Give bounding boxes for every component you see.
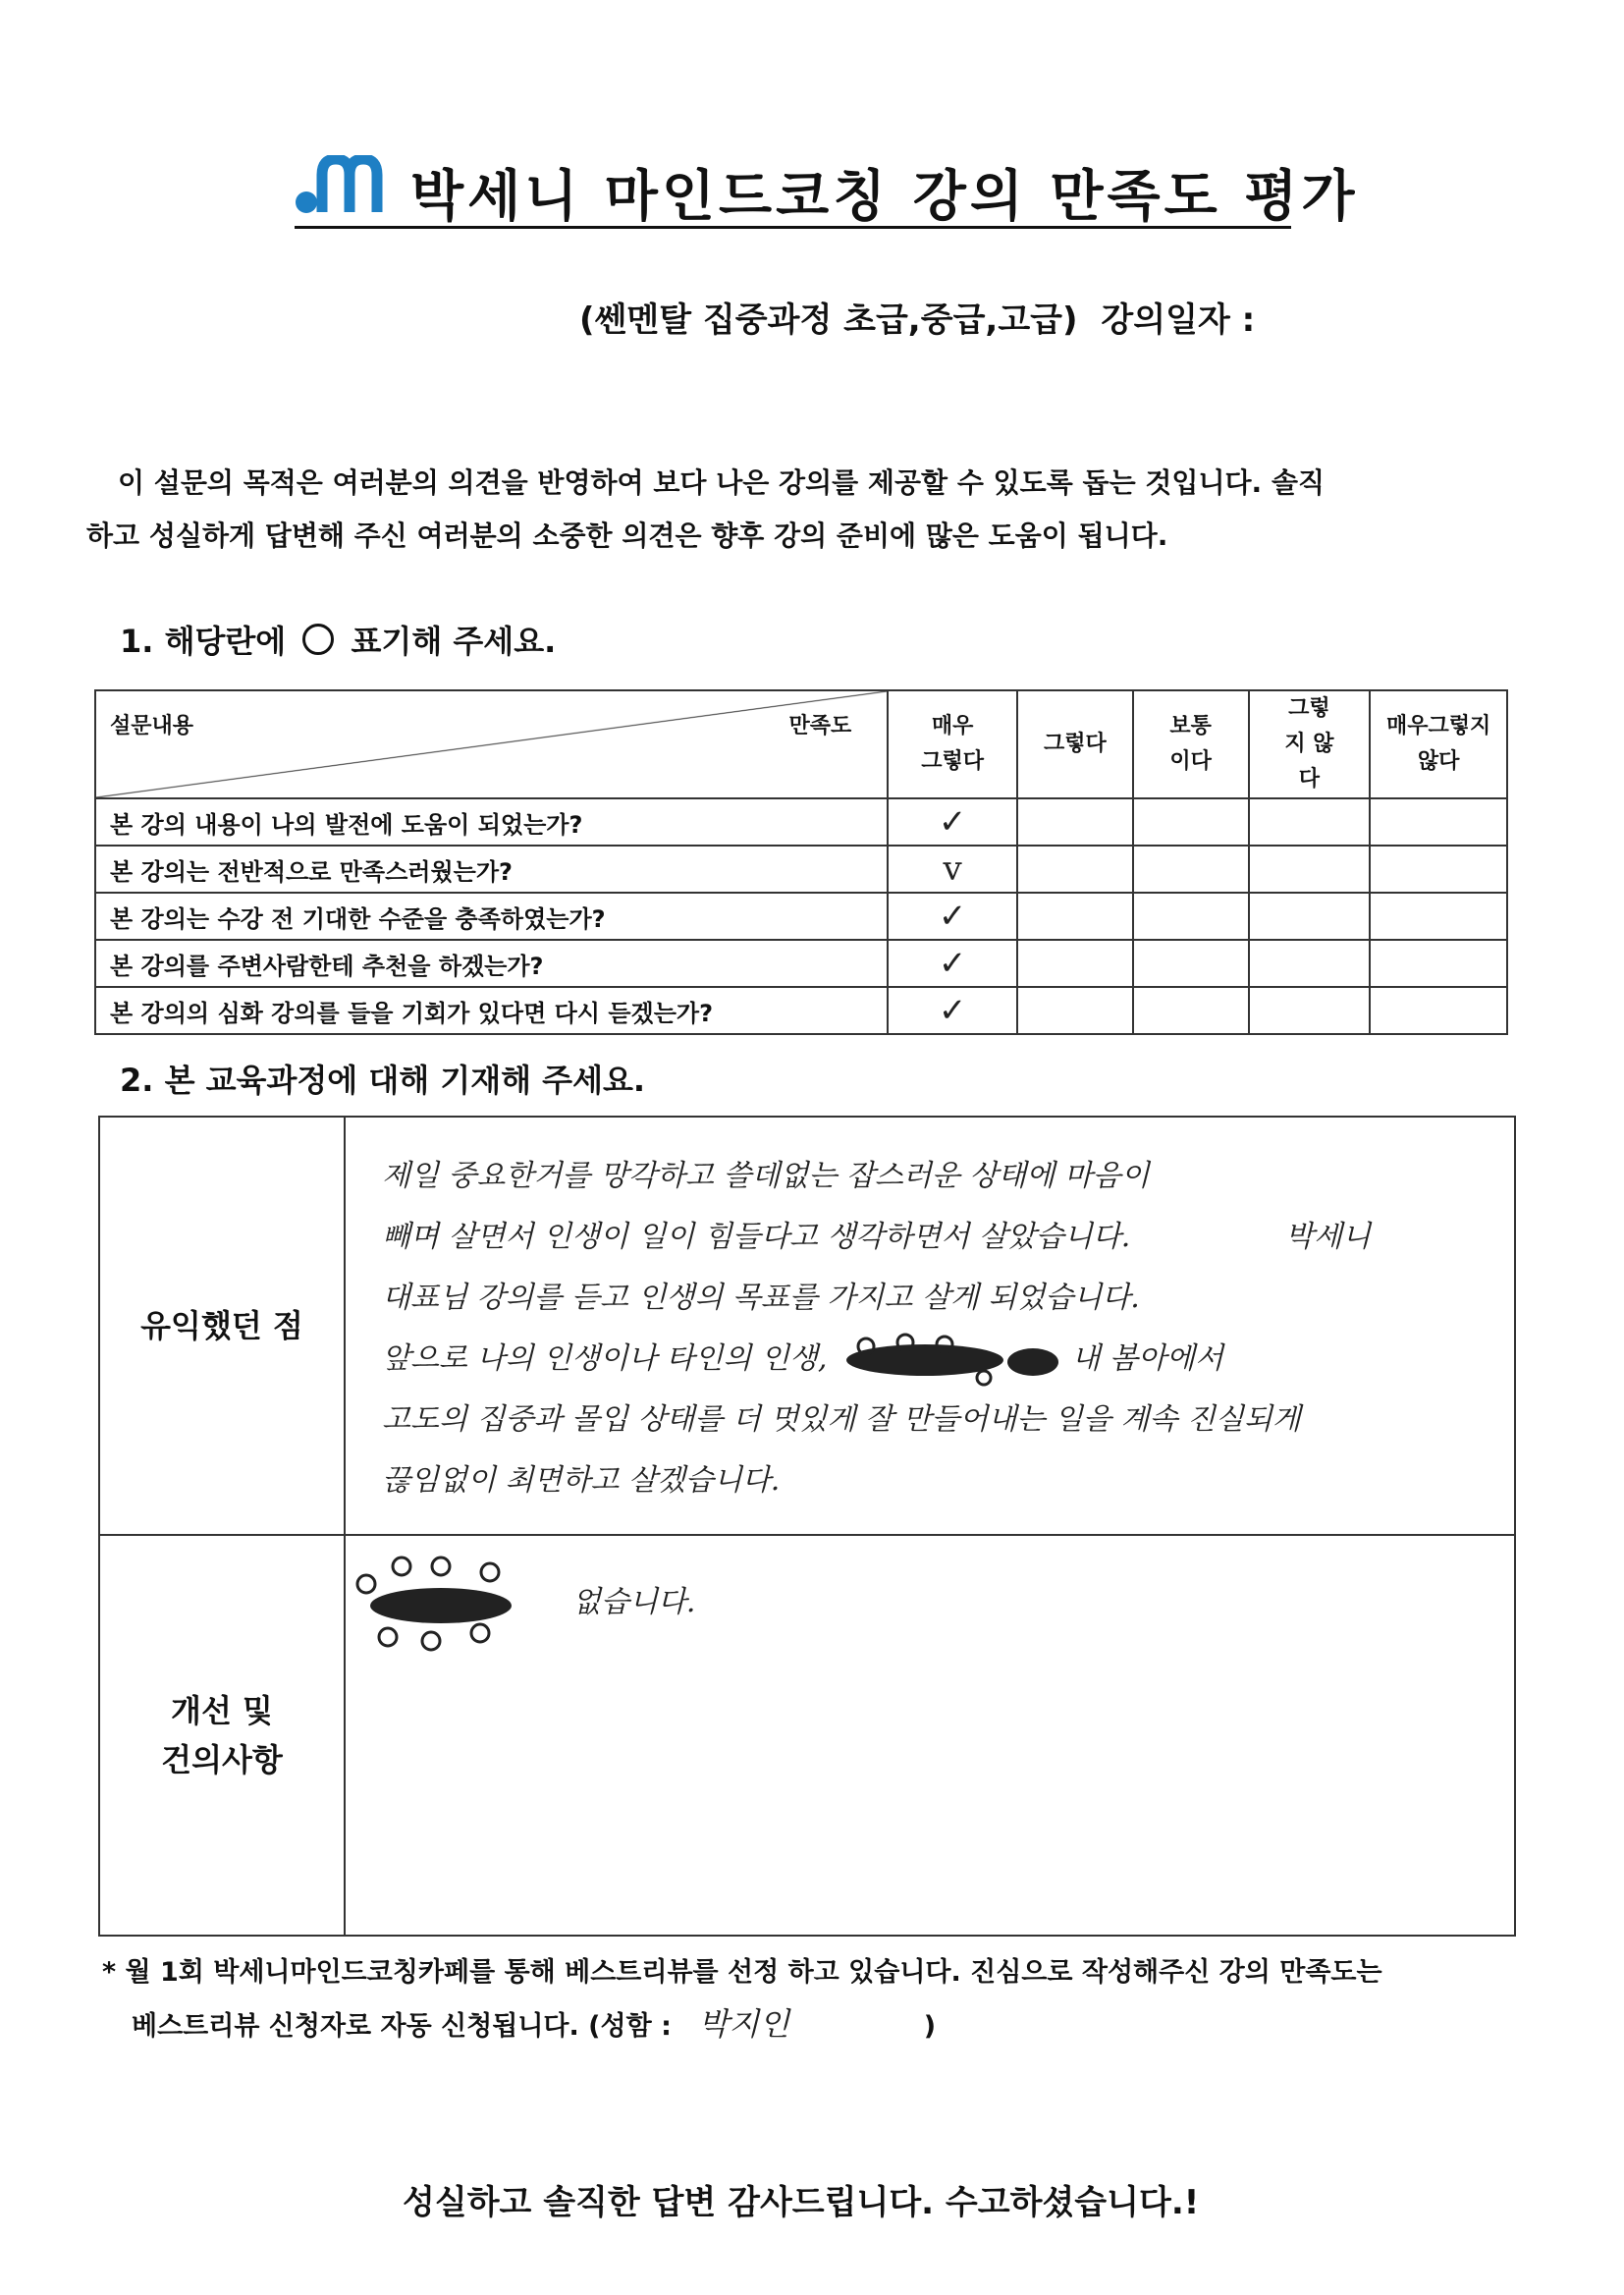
question-cell: 본 강의는 수강 전 기대한 수준을 충족하였는가?: [95, 893, 888, 940]
question-cell: 본 강의 내용이 나의 발전에 도움이 되었는가?: [95, 798, 888, 846]
improvement-label-line: 건의사항: [161, 1741, 283, 1778]
rating-header-row: [95, 690, 1507, 798]
table-row: [95, 846, 1507, 893]
scribble-redaction-icon: [352, 1555, 539, 1653]
option-header: 그렇다: [1017, 690, 1133, 798]
improvement-label-line: 개선 및: [171, 1692, 273, 1729]
scale-header: 만족도: [788, 714, 852, 738]
option-header: 보통 이다: [1133, 690, 1249, 798]
answer-cell[interactable]: [1249, 798, 1371, 846]
answer-cell[interactable]: [1017, 987, 1133, 1034]
option-header: 매우 그렇다: [888, 690, 1017, 798]
improvement-answer[interactable]: [345, 1535, 1515, 1936]
handwritten-line-wrap: [382, 1329, 1513, 1390]
course-subtitle: [579, 293, 1255, 341]
answer-cell[interactable]: ✓: [888, 987, 1017, 1034]
handwritten-line: 대표님 강의를 듣고 인생의 목표를 가지고 살게 되었습니다.: [382, 1281, 1140, 1315]
answer-cell[interactable]: [1370, 846, 1507, 893]
answer-cell[interactable]: [1370, 940, 1507, 987]
handwritten-line: 끊임없이 최면하고 살겠습니다.: [382, 1463, 781, 1498]
handwritten-line: 고도의 집중과 몰입 상태를 더 멋있게 잘 만들어내는 일을 계속 진실되게: [382, 1402, 1301, 1437]
section-2-heading: 2. 본 교육과정에 대해 기재해 주세요.: [120, 1062, 646, 1099]
course-name: (쎈멘탈 집중과정 초급,중급,고급): [579, 301, 1078, 340]
intro-line: 하고 성실하게 답변해 주신 여러분의 소중한 의견은 향후 강의 준비에 많은 도움이 됩니다.: [86, 519, 1168, 552]
section-1-heading: [120, 617, 556, 662]
footnote-close-paren: ): [923, 2011, 937, 2042]
answer-cell[interactable]: [1133, 987, 1249, 1034]
footnote-line-2: [102, 1998, 1516, 2052]
improvement-label: [99, 1535, 345, 1936]
handwritten-line: 내 봄아에서: [1071, 1341, 1223, 1376]
answer-cell[interactable]: [1017, 798, 1133, 846]
answer-cell[interactable]: [1249, 893, 1371, 940]
answer-cell[interactable]: [1370, 893, 1507, 940]
option-header: 그렇지 않다: [1249, 690, 1371, 798]
section-1-suffix: 표기해 주세요.: [351, 623, 557, 660]
question-cell: 본 강의는 전반적으로 만족스러웠는가?: [95, 846, 888, 893]
intro-paragraph: [86, 457, 1540, 563]
answer-cell[interactable]: [1249, 987, 1371, 1034]
rating-header-diagonal: [95, 690, 888, 798]
title-row: [295, 147, 1359, 229]
table-row: [95, 940, 1507, 987]
rating-table: [94, 689, 1508, 1035]
benefit-row: [99, 1117, 1515, 1535]
improvement-row: [99, 1535, 1515, 1936]
footnote-line: * 월 1회 박세니마인드코칭카페를 통해 베스트리뷰를 선정 하고 있습니다. 진심으로 작성해주신 강의 만족도는: [102, 1957, 1382, 1988]
footnote: [102, 1947, 1516, 2052]
answer-cell[interactable]: v: [888, 846, 1017, 893]
benefit-handwriting: [347, 1119, 1513, 1511]
closing-message: 성실하고 솔직한 답변 감사드립니다. 수고하셨습니다.!: [403, 2183, 1200, 2222]
answer-cell[interactable]: [1133, 846, 1249, 893]
benefit-label: 유익했던 점: [99, 1117, 345, 1535]
answer-cell[interactable]: [1249, 940, 1371, 987]
intro-line: 이 설문의 목적은 여러분의 의견을 반영하여 보다 나은 강의를 제공할 수 있도록 돕는 것입니다. 솔직: [118, 466, 1326, 499]
handwritten-line: 앞으로 나의 인생이나 타인의 인생,: [382, 1341, 828, 1376]
answer-cell[interactable]: [1017, 846, 1133, 893]
footnote-name-prompt: 베스트리뷰 신청자로 자동 신청됩니다. (성함 :: [132, 2011, 672, 2042]
answer-cell[interactable]: [1370, 987, 1507, 1034]
question-cell: 본 강의의 심화 강의를 들을 기회가 있다면 다시 듣겠는가?: [95, 987, 888, 1034]
answer-cell[interactable]: [1017, 893, 1133, 940]
cafe-logo-icon: [295, 155, 385, 216]
answer-cell[interactable]: ✓: [888, 798, 1017, 846]
question-header: 설문내용: [110, 714, 194, 738]
handwritten-line-wrap: [382, 1207, 1513, 1268]
table-row: [95, 798, 1507, 846]
respondent-name[interactable]: 박지인: [698, 2005, 790, 2043]
scribble-redaction-icon: [837, 1333, 1062, 1388]
answer-cell[interactable]: ✓: [888, 893, 1017, 940]
lecture-date-label: 강의일자 :: [1101, 301, 1256, 340]
answer-cell[interactable]: [1370, 798, 1507, 846]
improvement-text: 없습니다.: [572, 1585, 696, 1619]
answer-cell[interactable]: [1249, 846, 1371, 893]
answer-cell[interactable]: [1017, 940, 1133, 987]
answer-cell[interactable]: ✓: [888, 940, 1017, 987]
section-1-prefix: 1. 해당란에: [120, 623, 287, 660]
handwritten-line: 빼며 살면서 인생이 일이 힘들다고 생각하면서 살았습니다.: [382, 1220, 1131, 1254]
table-row: [95, 893, 1507, 940]
handwritten-line: 제일 중요한거를 망각하고 쓸데없는 잡스러운 상태에 마음이: [382, 1159, 1150, 1193]
benefit-answer[interactable]: [345, 1117, 1515, 1535]
circle-icon: [302, 624, 334, 655]
option-header: 매우그렇지 않다: [1370, 690, 1507, 798]
table-row: [95, 987, 1507, 1034]
answer-cell[interactable]: [1133, 893, 1249, 940]
improvement-handwriting: [347, 1537, 1513, 1653]
feedback-table: [98, 1116, 1516, 1937]
answer-cell[interactable]: [1133, 798, 1249, 846]
handwritten-signature: 박세니: [1285, 1220, 1371, 1254]
page-title: 박세니 마인드코칭 강의 만족도 평가: [410, 165, 1359, 229]
question-cell: 본 강의를 주변사람한테 추천을 하겠는가?: [95, 940, 888, 987]
answer-cell[interactable]: [1133, 940, 1249, 987]
